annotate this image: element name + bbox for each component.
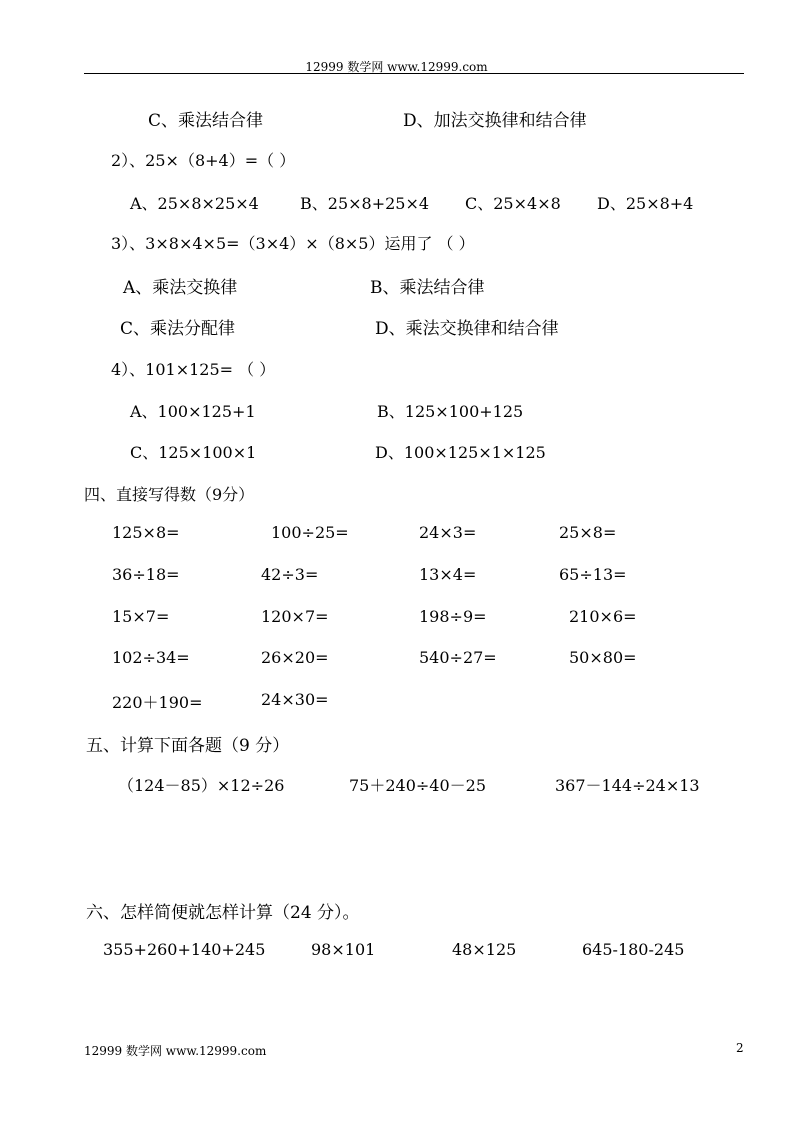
mental-math-item: 24×30= [261,690,329,709]
page-footer: 12999 数学网 www.12999.com [84,1044,267,1058]
mental-math-item: 540÷27= [419,648,497,667]
mental-math-item: 210×6= [569,607,637,626]
section6-title: 六、怎样简便就怎样计算（24 分）。 [86,903,360,923]
q2-option-c: C、25×4×8 [465,194,561,213]
simplify-item: 645-180-245 [582,940,685,959]
q3-stem: 3）、3×8×4×5=（3×4）×（8×5）运用了 （ ） [111,234,475,253]
page-number: 2 [736,1041,744,1055]
q2-option-d: D、25×8+4 [597,194,694,213]
mental-math-item: 125×8= [112,523,180,542]
page-header: 12999 数学网 www.12999.com [305,60,488,74]
mental-math-item: 50×80= [569,648,637,667]
q4-option-c: C、125×100×1 [130,443,257,462]
q3-option-d: D、乘法交换律和结合律 [375,319,559,339]
q2-stem: 2）、25×（8+4）=（ ） [111,151,296,170]
mental-math-item: 198÷9= [419,607,487,626]
q2-option-a: A、25×8×25×4 [130,194,259,213]
mental-math-item: 25×8= [559,523,617,542]
q3-option-a: A、乘法交换律 [123,278,238,298]
calc-item: （124－85）×12÷26 [118,776,285,795]
calc-item: 75＋240÷40－25 [349,776,487,795]
q1-option-d: D、加法交换律和结合律 [403,111,587,131]
mental-math-item: 102÷34= [112,648,190,667]
mental-math-item: 24×3= [419,523,477,542]
header-rule [84,73,744,74]
q2-option-b: B、25×8+25×4 [300,194,430,213]
mental-math-item: 220＋190= [112,693,203,712]
mental-math-item: 36÷18= [112,565,180,584]
simplify-item: 48×125 [452,940,517,959]
mental-math-item: 120×7= [261,607,329,626]
mental-math-item: 13×4= [419,565,477,584]
q3-option-c: C、乘法分配律 [120,319,236,339]
mental-math-item: 15×7= [112,607,170,626]
q1-option-c: C、乘法结合律 [148,111,264,131]
q4-stem: 4）、101×125= （ ） [111,360,276,379]
q4-option-d: D、100×125×1×125 [375,443,546,462]
q4-option-a: A、100×125+1 [130,402,256,421]
mental-math-item: 26×20= [261,648,329,667]
section5-title: 五、计算下面各题（9 分） [86,736,290,756]
mental-math-item: 65÷13= [559,565,627,584]
mental-math-item: 100÷25= [271,523,349,542]
q4-option-b: B、125×100+125 [377,402,524,421]
simplify-item: 355+260+140+245 [103,940,266,959]
q3-option-b: B、乘法结合律 [370,278,485,298]
calc-item: 367－144÷24×13 [555,776,700,795]
simplify-item: 98×101 [311,940,376,959]
mental-math-item: 42÷3= [261,565,319,584]
section4-title: 四、直接写得数（9分） [84,485,255,504]
